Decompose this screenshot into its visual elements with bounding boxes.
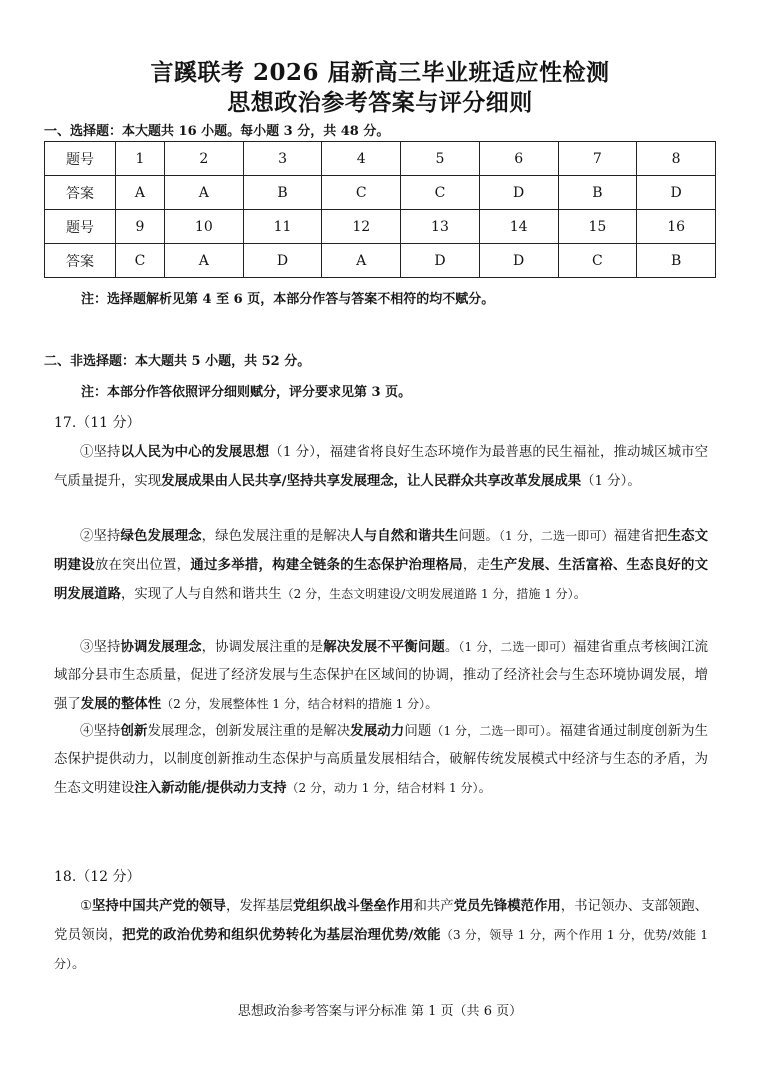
question-number: 8 (637, 142, 716, 176)
question-number: 16 (637, 210, 716, 244)
key-phrase: 生态文明建设 (54, 528, 709, 573)
scoring-note: （3 分，领导 1 分，两个作用 1 分，优势/效能 1 分） (54, 928, 708, 971)
question-number: 3 (243, 142, 322, 176)
key-phrase: 通过多举措，构建全链条的生态保护治理格局 (190, 557, 463, 573)
text-run: 。 (444, 640, 459, 655)
answer-cell: C (558, 244, 637, 278)
question-number: 13 (401, 210, 480, 244)
key-phrase: 把党的政治优势和组织优势转化为基层治理优势/效能 (122, 927, 441, 943)
text-run: （1 分）。 (581, 474, 641, 489)
key-phrase: 人与自然和谐共生 (350, 528, 459, 544)
question-17-label: 17.（11 分） (54, 415, 141, 431)
text-run: 福建省重点考核闽江流域部分县市生态质量，促进了经济发展与生态保护在区域间的协调，推动了经济社会与生态环境协调发展，增强了 (54, 640, 709, 712)
answer-cell: B (637, 244, 716, 278)
text-run: 和共产 (413, 899, 454, 914)
key-phrase: 发展动力 (350, 723, 405, 739)
question-number: 7 (558, 142, 637, 176)
table-row (45, 142, 716, 176)
question-number: 15 (558, 210, 637, 244)
key-phrase: 注入新动能/提供动力支持 (134, 780, 287, 796)
row-label: 答案 (45, 244, 116, 278)
answer-cell: C (401, 176, 480, 210)
section1-note: 注：选择题解析见第 4 至 6 页，本部分作答与答案不相符的均不赋分。 (81, 292, 495, 307)
key-phrase: 生产发展、生活富裕、生态良好的文明发展道路 (54, 557, 709, 602)
answer-table (44, 141, 716, 278)
text-run: ③坚持 (80, 640, 121, 655)
text-run: ①坚持 (80, 445, 121, 460)
text-run: 。 (573, 587, 588, 602)
text-run: 发展理念，创新发展注重的是解决 (147, 724, 351, 739)
table-row (45, 244, 716, 278)
scoring-note: （1 分，二选一即可） (458, 640, 574, 654)
answer-cell: A (116, 176, 165, 210)
text-run: 。 (72, 957, 86, 972)
question-18-label: 18.（12 分） (54, 869, 141, 885)
row-label: 题号 (45, 210, 116, 244)
answer-cell: D (479, 176, 558, 210)
question-number: 5 (401, 142, 480, 176)
text-run: ②坚持 (80, 529, 121, 544)
question-number: 11 (243, 210, 322, 244)
text-run: ，书记领办、支部领跑、党员领岗， (54, 899, 709, 943)
text-run: 。福建省通过制度创新为生态保护提供动力，以制度创新推动生态保护与高质量发展相结合，破解传统发展模式中经济与生态的矛盾，为生态文明建设 (54, 724, 709, 796)
key-phrase: 发展成果由人民共享/坚持共享发展理念，让人民群众共享改革发展成果 (161, 473, 582, 489)
answer-cell: A (164, 176, 243, 210)
answer-cell: A (164, 244, 243, 278)
text-run: 。 (478, 781, 492, 796)
answer-cell: A (322, 244, 401, 278)
key-phrase: 党员先锋模范作用 (453, 898, 561, 914)
question-number: 10 (164, 210, 243, 244)
text-run: 问题。 (458, 529, 499, 544)
q17-point-4 (54, 717, 708, 803)
answer-cell: D (637, 176, 716, 210)
key-phrase: 坚持中国共产党的领导 (92, 898, 226, 914)
text-run: ，实现了人与自然和谐共生 (120, 587, 282, 602)
text-run: （1 分），福建省将良好生态环境作为最普惠的民生福祉，推动城区城市空气质量提升，实现 (54, 445, 709, 489)
answer-cell: B (558, 176, 637, 210)
text-run: 福建省把 (613, 529, 668, 544)
scoring-note: （2 分，动力 1 分，结合材料 1 分） (286, 781, 479, 795)
scoring-note: （2 分，生态文明建设/文明发展道路 1 分，措施 1 分） (281, 587, 574, 601)
section1-heading: 一、选择题：本大题共 16 小题。每小题 3 分，共 48 分。 (44, 124, 390, 139)
key-phrase: 发展的整体性 (80, 696, 162, 712)
scoring-note: （2 分，发展整体性 1 分，结合材料的措施 1 分） (161, 697, 426, 711)
question-number: 12 (322, 210, 401, 244)
answer-cell: B (243, 176, 322, 210)
answer-cell: C (322, 176, 401, 210)
row-label: 答案 (45, 176, 116, 210)
text-run: ① (80, 899, 93, 914)
question-number: 2 (164, 142, 243, 176)
text-run: 。 (425, 697, 439, 712)
text-run: ，协调发展注重的是 (201, 640, 324, 655)
question-number: 1 (116, 142, 165, 176)
text-run: ，绿色发展注重的是解决 (201, 529, 351, 544)
page-footer: 思想政治参考答案与评分标准 第 1 页（共 6 页） (237, 1004, 523, 1019)
scoring-note: （1 分，二选一即可） (431, 724, 547, 738)
question-number: 9 (116, 210, 165, 244)
table-row (45, 210, 716, 244)
key-phrase: 绿色发展理念 (120, 528, 202, 544)
question-number: 14 (479, 210, 558, 244)
text-run: ，发挥基层 (225, 899, 293, 914)
q17-point-2 (54, 522, 708, 609)
text-run: ④坚持 (80, 724, 121, 739)
key-phrase: 协调发展理念 (120, 639, 202, 655)
table-row (45, 176, 716, 210)
section2-note: 注：本部分作答依照评分细则赋分，评分要求见第 3 页。 (81, 385, 412, 400)
exam-title: 言蹊联考 2026 届新高三毕业班适应性检测 (150, 59, 610, 86)
key-phrase: 党组织战斗堡垒作用 (292, 898, 414, 914)
key-phrase: 创新 (120, 723, 148, 739)
key-phrase: 以人民为中心的发展思想 (120, 444, 270, 460)
answer-cell: D (479, 244, 558, 278)
q18-point-1 (54, 892, 708, 979)
question-number: 6 (479, 142, 558, 176)
text-run: 问题 (404, 724, 432, 739)
answer-cell: D (401, 244, 480, 278)
document-title: 思想政治参考答案与评分细则 (227, 89, 533, 116)
answer-cell: D (243, 244, 322, 278)
scoring-note: （1 分，二选一即可） (498, 529, 614, 543)
answer-cell: C (116, 244, 165, 278)
q17-point-3 (54, 633, 708, 719)
q17-point-1 (54, 438, 708, 496)
key-phrase: 解决发展不平衡问题 (323, 639, 445, 655)
question-number: 4 (322, 142, 401, 176)
section2-heading: 二、非选择题：本大题共 5 小题，共 52 分。 (44, 354, 311, 369)
row-label: 题号 (45, 142, 116, 176)
text-run: 放在突出位置， (94, 558, 191, 573)
text-run: ，走 (462, 558, 491, 573)
